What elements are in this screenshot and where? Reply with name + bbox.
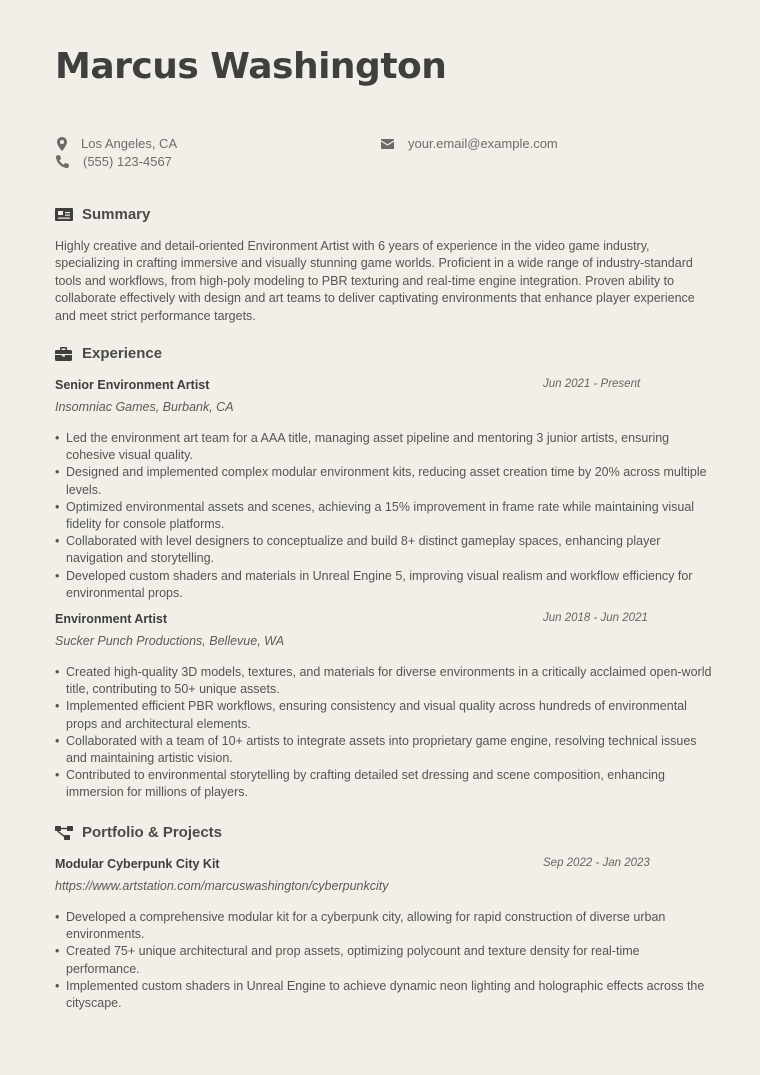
job-bullets [55, 664, 715, 802]
envelope-icon [380, 137, 394, 151]
phone-text: (555) 123-4567 [83, 154, 172, 169]
portfolio-heading [55, 824, 222, 841]
location-text: Los Angeles, CA [81, 136, 178, 151]
job-company: Sucker Punch Productions, Bellevue, WA [55, 634, 285, 648]
list-item: • Collaborated with level designers to conceptualize and build 8+ distinct gameplay spaces, enhancing player navigation and storytelling. [55, 533, 715, 567]
phone-icon [55, 155, 69, 169]
list-item: • Developed custom shaders and materials in Unreal Engine 5, improving visual realism and workflow efficiency for environmental props. [55, 568, 715, 602]
project-title: Modular Cyberpunk City Kit [55, 857, 220, 871]
email-text[interactable]: your.email@example.com [408, 136, 558, 151]
briefcase-icon [55, 347, 73, 361]
list-item: • Designed and implemented complex modular environment kits, reducing asset creation time by 20% across multiple levels. [55, 464, 715, 498]
list-item: • Developed a comprehensive modular kit for a cyberpunk city, allowing for rapid construction of diverse urban environments. [55, 909, 715, 943]
summary-text: Highly creative and detail-oriented Environment Artist with 6 years of experience in the video game industry, specializing in crafting immersive and visually stunning game worlds. Proficient in a wide range of industry-standard tools and workflows, from high-poly modeling to PBR texturing and real-time engine integration. Proven ability to collaborate effectively with design and art teams to deliver captivating environments that enhance player experience and meet strict performance targets. [55, 239, 695, 323]
project-dates: Sep 2022 - Jan 2023 [543, 857, 650, 869]
summary-title: Summary [82, 206, 151, 223]
map-pin-icon [55, 137, 69, 151]
job-title: Environment Artist [55, 612, 168, 626]
job-company: Insomniac Games, Burbank, CA [55, 400, 234, 414]
portfolio-title: Portfolio & Projects [82, 824, 223, 841]
experience-title: Experience [82, 345, 163, 362]
project-bullets [55, 909, 715, 1012]
job-dates: Jun 2018 - Jun 2021 [543, 612, 648, 624]
job-bullets [55, 430, 715, 602]
list-item: • Created high-quality 3D models, textures, and materials for diverse environments in a critically acclaimed open-world title, contributing to 50+ unique assets. [55, 664, 715, 698]
project-link[interactable]: https://www.artstation.com/marcuswashington/cyberpunkcity [55, 879, 389, 893]
summary-heading [55, 206, 150, 223]
contact-phone [55, 154, 172, 169]
contact-email[interactable] [380, 136, 558, 151]
list-item: • Led the environment art team for a AAA title, managing asset pipeline and mentoring 3 junior artists, ensuring cohesive visual quality. [55, 430, 715, 464]
list-item: • Implemented custom shaders in Unreal Engine to achieve dynamic neon lighting and holographic effects across the cityscape. [55, 978, 715, 1012]
job-title: Senior Environment Artist [55, 378, 210, 392]
job-dates: Jun 2021 - Present [543, 378, 641, 390]
experience-heading [55, 345, 162, 362]
project-diagram-icon [55, 826, 73, 840]
list-item: • Collaborated with a team of 10+ artists to integrate assets into proprietary game engine, resolving technical issues and maintaining artistic vision. [55, 733, 715, 767]
id-card-icon [55, 208, 73, 222]
list-item: • Implemented efficient PBR workflows, ensuring consistency and visual quality across hundreds of environmental props and architectural elements. [55, 698, 715, 732]
contact-location [55, 136, 177, 151]
list-item: • Contributed to environmental storytelling by crafting detailed set dressing and scene composition, enhancing immersion for millions of players. [55, 767, 715, 801]
list-item: • Created 75+ unique architectural and prop assets, optimizing polycount and texture density for real-time performance. [55, 943, 715, 977]
candidate-name: Marcus Washington [55, 46, 447, 87]
list-item: • Optimized environmental assets and scenes, achieving a 15% improvement in frame rate while maintaining visual fidelity for console platforms. [55, 499, 715, 533]
